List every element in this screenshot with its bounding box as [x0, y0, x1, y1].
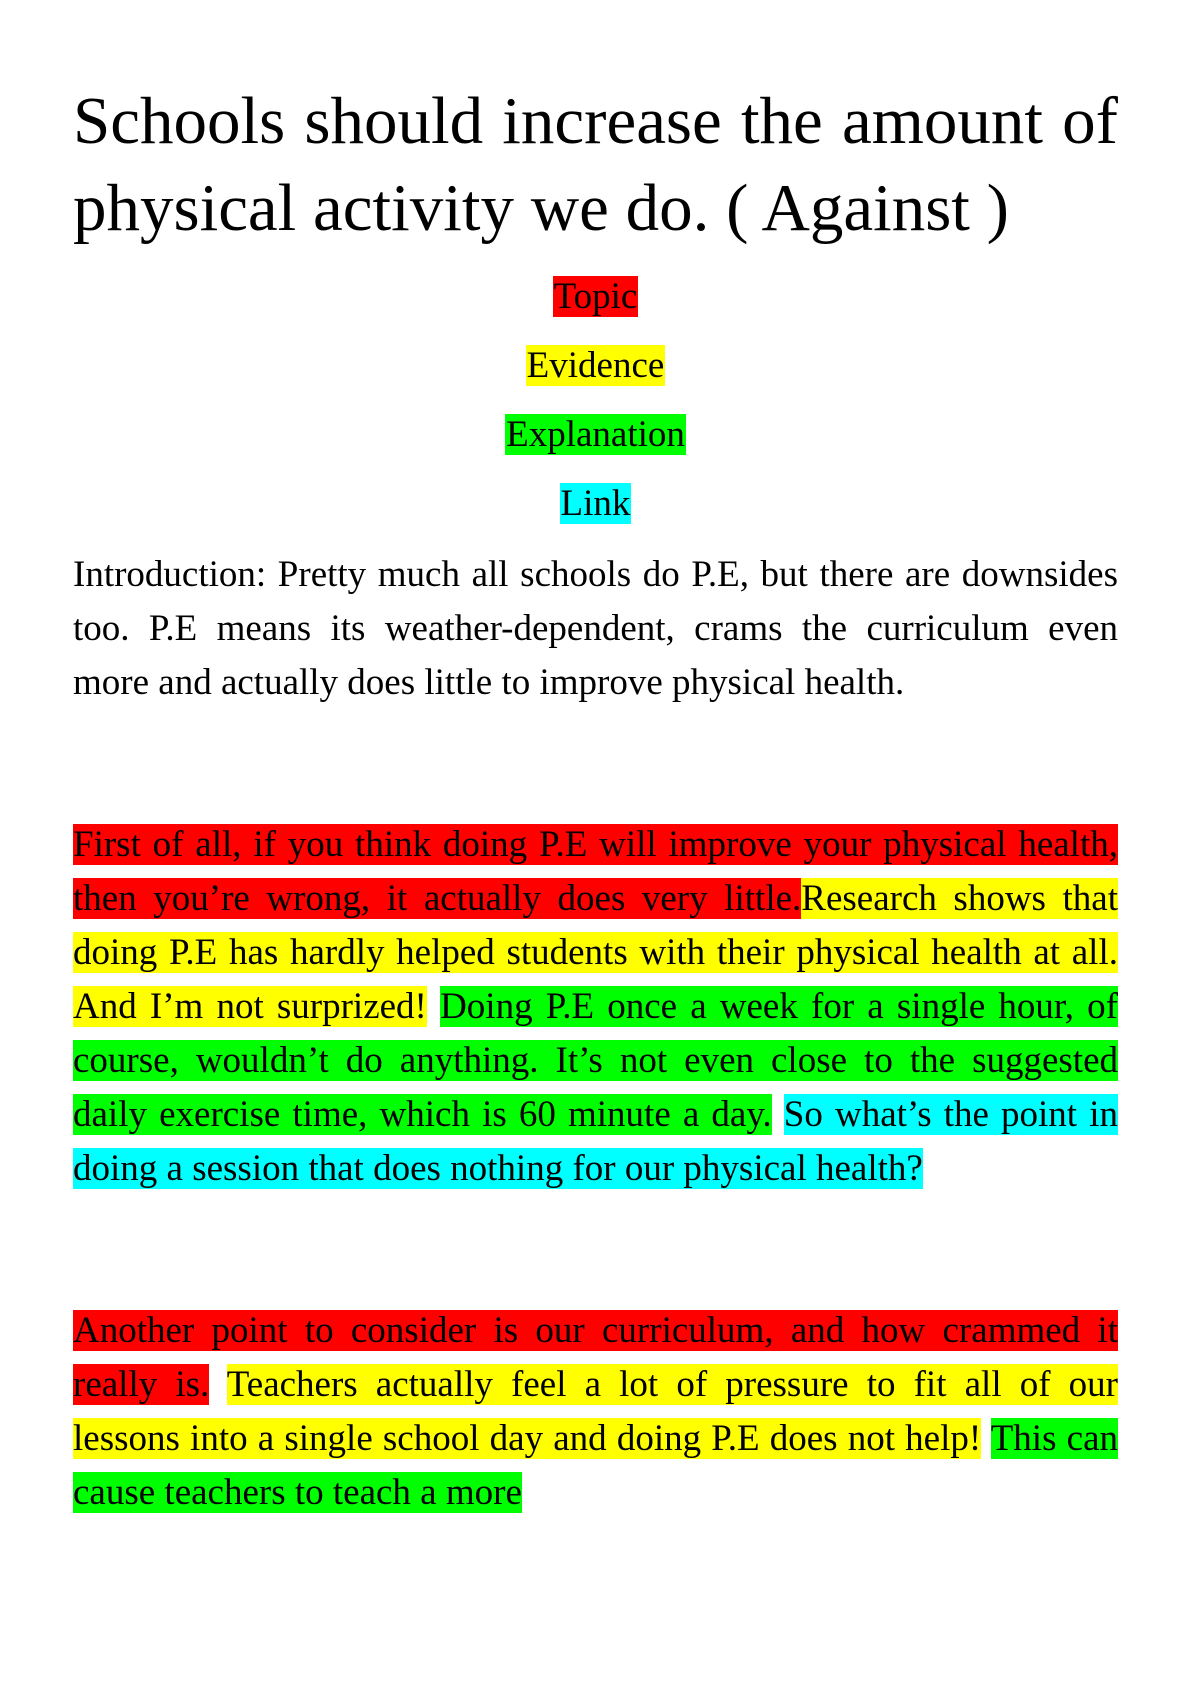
- legend-topic: [73, 272, 1118, 322]
- color-legend: [73, 272, 1118, 529]
- page-title: Schools should increase the amount of physical activity we do. ( Against ): [73, 84, 1118, 245]
- legend-explanation-label: Explanation: [506, 414, 685, 455]
- legend-topic-label: Topic: [553, 276, 638, 317]
- legend-link-label: Link: [560, 483, 631, 524]
- legend-evidence-label: Evidence: [526, 345, 665, 386]
- body-paragraph-1: [73, 818, 1118, 1196]
- p1-evidence: Research shows that doing P.E has hardly helped students with their physical health at all. And I’m not surprized!: [73, 878, 1118, 1027]
- document-page: [73, 78, 1118, 1520]
- legend-evidence: [73, 341, 1118, 391]
- p1-link: So what’s the point in doing a session that does nothing for our physical health?: [73, 1094, 1118, 1189]
- p2-evidence: Teachers actually feel a lot of pressure to fit all of our lessons into a single school day and doing P.E does not help!: [73, 1364, 1118, 1459]
- legend-explanation: [73, 410, 1118, 460]
- p1-explanation: Doing P.E once a week for a single hour, of course, wouldn’t do anything. It’s not even close to the suggested daily exercise time, which is 60 minute a day.: [73, 986, 1118, 1135]
- p2-explanation: This can cause teachers to teach a more: [73, 1418, 1118, 1513]
- p1-topic-sentence: First of all, if you think doing P.E will improve your physical health, then you’re wrong, it actually does very little.: [73, 824, 1118, 919]
- legend-link: [73, 479, 1118, 529]
- body-paragraph-2: [73, 1304, 1118, 1520]
- introduction-paragraph: Introduction: Pretty much all schools do P.E, but there are downsides too. P.E means its weather-dependent, crams the curriculum even more and actually does little to improve physical health.: [73, 554, 1118, 703]
- p2-topic-sentence: Another point to consider is our curriculum, and how crammed it really is.: [73, 1310, 1118, 1405]
